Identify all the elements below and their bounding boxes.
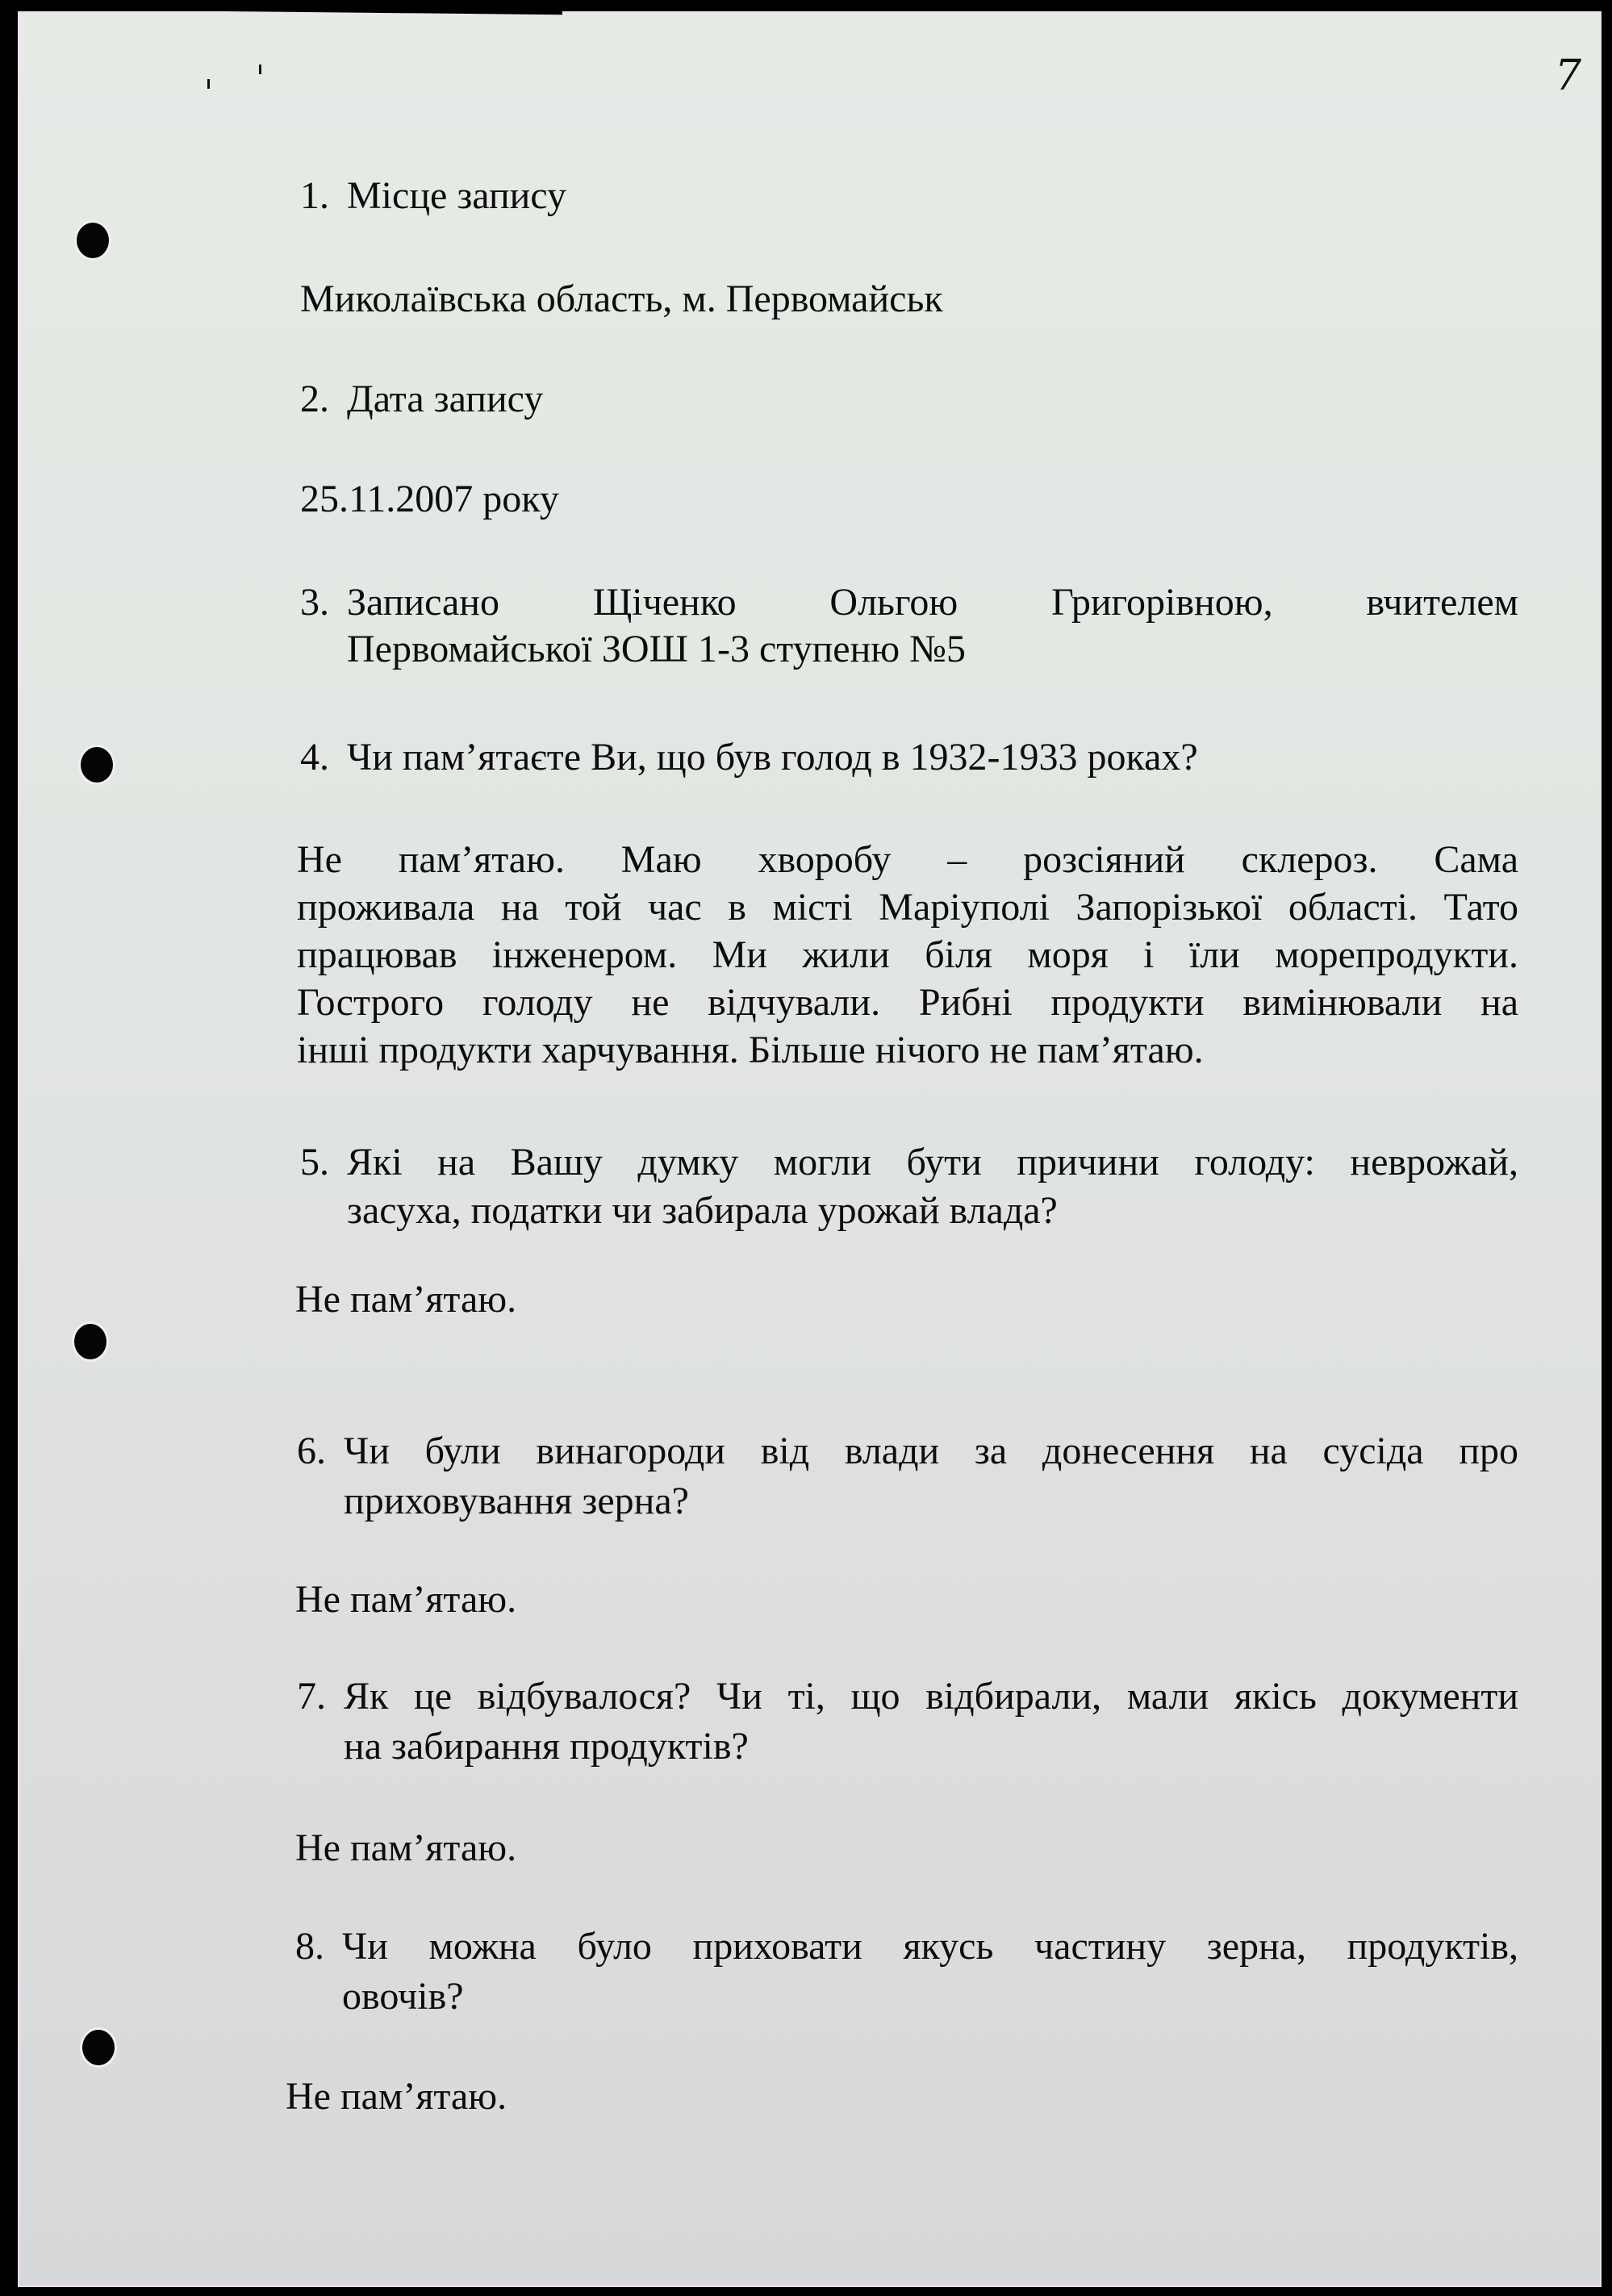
handwritten-page-number: 7 — [1555, 52, 1582, 100]
question-text-line: овочів? — [342, 1975, 464, 2018]
answer-text-line: проживала на той час в місті Маріуполі Запорізької області. Тато — [297, 886, 1518, 929]
question-text: Чи пам’ятаєте Ви, що був голод в 1932-1933 роках? — [347, 736, 1198, 779]
question-text-line: приховування зерна? — [344, 1480, 689, 1522]
punch-hole-icon — [77, 223, 109, 258]
question-text-line: Первомайської ЗОШ 1-3 ступеню №5 — [347, 628, 966, 670]
answer-text-line: інші продукти харчування. Більше нічого не пам’ятаю. — [297, 1029, 1204, 1071]
question-text-line: Як це відбувалося? Чи ті, що відбирали, мали якісь документи — [344, 1675, 1518, 1718]
punch-hole-icon — [81, 747, 113, 783]
answer-text-line: Гострого голоду не відчували. Рибні продукти вимінювали на — [297, 981, 1518, 1024]
question-text-line: Які на Вашу думку могли бути причини голоду: неврожай, — [347, 1141, 1518, 1183]
answer-text: Не пам’ятаю. — [295, 1826, 517, 1869]
item-number: 7. — [297, 1675, 326, 1718]
question-text: Місце запису — [347, 174, 566, 217]
answer-text-line: працював інженером. Ми жили біля моря і їли морепродукти. — [297, 933, 1518, 976]
paper-edge-notch — [223, 11, 562, 23]
item-number: 8. — [295, 1925, 324, 1968]
item-number: 3. — [300, 581, 329, 624]
speck-mark — [259, 65, 261, 74]
item-number: 4. — [300, 736, 329, 779]
item-number: 5. — [300, 1141, 329, 1183]
answer-text-line: Не пам’ятаю. Маю хворобу – розсіяний склероз. Сама — [297, 838, 1518, 881]
answer-text: Не пам’ятаю. — [286, 2075, 507, 2118]
answer-text: Миколаївська область, м. Первомайськ — [300, 278, 943, 320]
item-number: 1. — [300, 174, 329, 217]
item-number: 6. — [297, 1430, 326, 1472]
question-text-line: Чи були винагороди від влади за донесення на сусіда про — [344, 1430, 1518, 1472]
question-text-line: Записано Щіченко Ольгою Григорівною, вчителем — [347, 581, 1518, 624]
question-text-line: Чи можна було приховати якусь частину зерна, продуктів, — [342, 1925, 1518, 1968]
question-text: Дата запису — [347, 378, 544, 420]
question-text-line: на забирання продуктів? — [344, 1725, 749, 1768]
item-number: 2. — [300, 378, 329, 420]
punch-hole-icon — [82, 2030, 115, 2065]
punch-hole-icon — [74, 1324, 106, 1359]
answer-text: Не пам’ятаю. — [295, 1278, 517, 1321]
answer-text: 25.11.2007 року — [300, 478, 559, 520]
question-text-line: засуха, податки чи забирала урожай влада? — [347, 1189, 1058, 1232]
document-page — [18, 11, 1602, 2287]
speck-mark — [207, 79, 210, 89]
answer-text: Не пам’ятаю. — [295, 1578, 517, 1621]
